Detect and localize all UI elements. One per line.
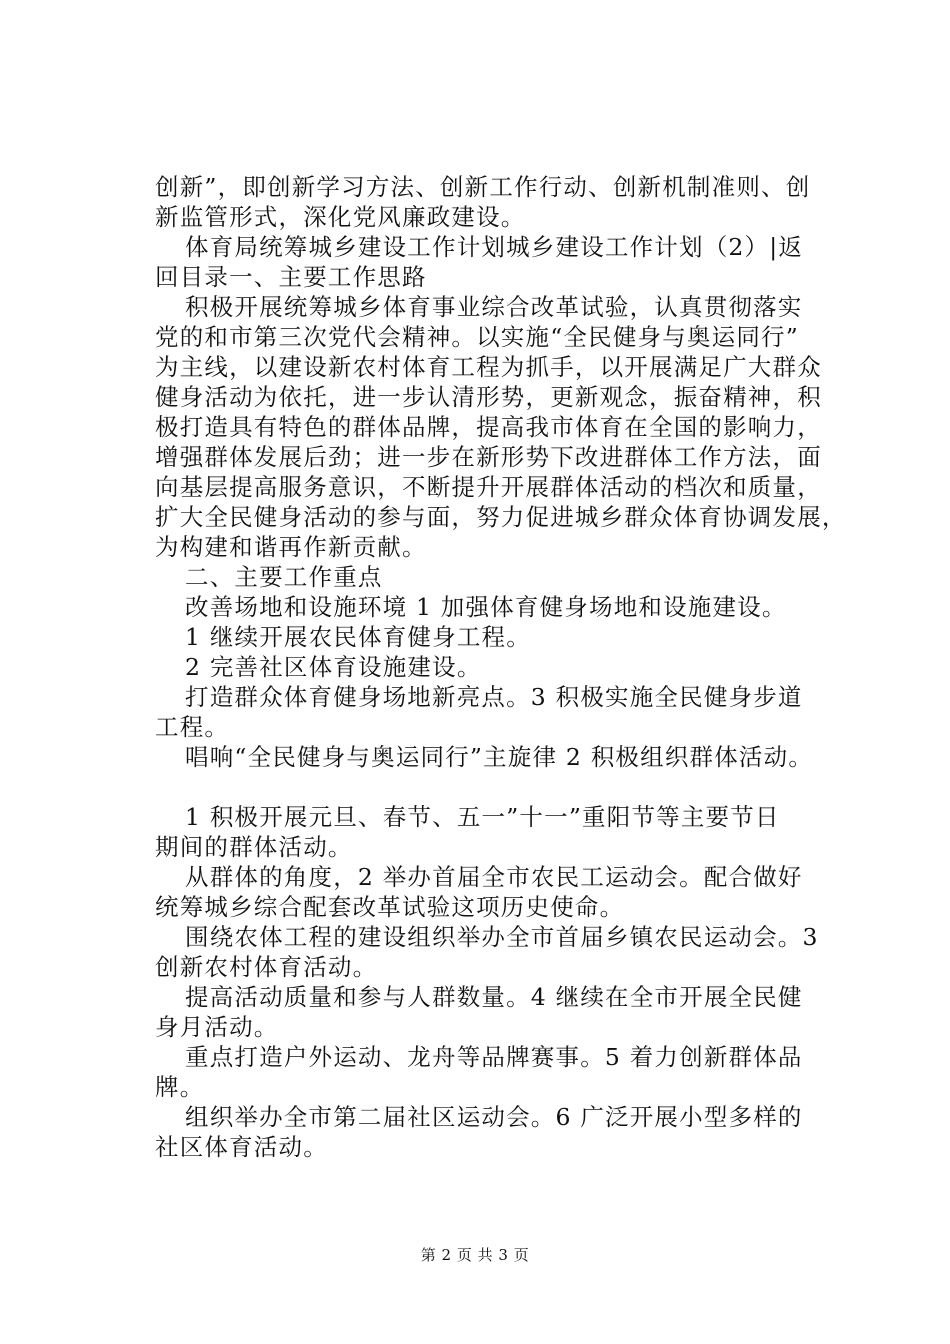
text-line: 牌。 bbox=[155, 1073, 205, 1101]
text-line: 增强群体发展后劲；进一步在新形势下改进群体工作方法，面 bbox=[155, 443, 822, 471]
text-line: 社区体育活动。 bbox=[155, 1133, 328, 1161]
text-line: 工程。 bbox=[155, 713, 230, 741]
text-line: 组织举办全市第二届社区运动会。6 广泛开展小型多样的 bbox=[185, 1103, 803, 1131]
text-line: 新监管形式，深化党风廉政建设。 bbox=[155, 203, 526, 231]
text-line: 1 积极开展元旦、春节、五一”十一”重阳节等主要节日 bbox=[185, 803, 780, 831]
text-line: 党的和市第三次党代会精神。以实施“全民健身与奥运同行” bbox=[155, 323, 799, 351]
text-line: 二、主要工作重点 bbox=[185, 563, 383, 591]
text-line: 打造群众体育健身场地新亮点。3 积极实施全民健身步道 bbox=[185, 683, 803, 711]
text-line: 重点打造户外运动、龙舟等品牌赛事。5 着力创新群体品 bbox=[185, 1043, 803, 1071]
text-line: 扩大全民健身活动的参与面，努力促进城乡群众体育协调发展， bbox=[155, 503, 847, 531]
text-line: 体育局统筹城乡建设工作计划城乡建设工作计划（2）|返 bbox=[185, 233, 804, 261]
text-line: 为主线，以建设新农村体育工程为抓手，以开展满足广大群众 bbox=[155, 353, 822, 381]
text-line: 围绕农体工程的建设组织举办全市首届乡镇农民运动会。3 bbox=[185, 923, 819, 951]
text-line: 健身活动为依托，进一步认清形势，更新观念，振奋精神，积 bbox=[155, 383, 822, 411]
text-line: 期间的群体活动。 bbox=[155, 833, 353, 861]
document-body bbox=[155, 172, 845, 1162]
text-line: 向基层提高服务意识，不断提升开展群体活动的档次和质量， bbox=[155, 473, 822, 501]
text-line: 1 继续开展农民体育健身工程。 bbox=[185, 623, 531, 651]
text-line bbox=[155, 772, 845, 802]
page-footer: 第 2 页 共 3 页 bbox=[420, 1246, 530, 1264]
text-line: 身月活动。 bbox=[155, 1013, 279, 1041]
text-line: 为构建和谐再作新贡献。 bbox=[155, 533, 427, 561]
text-line: 改善场地和设施环境 1 加强体育健身场地和设施建设。 bbox=[185, 593, 787, 621]
text-line: 创新农村体育活动。 bbox=[155, 953, 378, 981]
text-line: 从群体的角度，2 举办首届全市农民工运动会。配合做好 bbox=[185, 863, 803, 891]
text-line: 积极开展统筹城乡体育事业综合改革试验，认真贯彻落实 bbox=[185, 293, 803, 321]
text-line: 唱响“全民健身与奥运同行”主旋律 2 积极组织群体活动。 bbox=[185, 743, 814, 771]
text-line: 创新”，即创新学习方法、创新工作行动、创新机制准则、创 bbox=[155, 173, 811, 201]
text-line: 提高活动质量和参与人群数量。4 继续在全市开展全民健 bbox=[185, 983, 803, 1011]
text-line: 统筹城乡综合配套改革试验这项历史使命。 bbox=[155, 893, 625, 921]
text-line: 2 完善社区体育设施建设。 bbox=[185, 653, 482, 681]
text-line: 回目录一、主要工作思路 bbox=[155, 263, 427, 291]
text-line: 极打造具有特色的群体品牌，提高我市体育在全国的影响力， bbox=[155, 413, 822, 441]
